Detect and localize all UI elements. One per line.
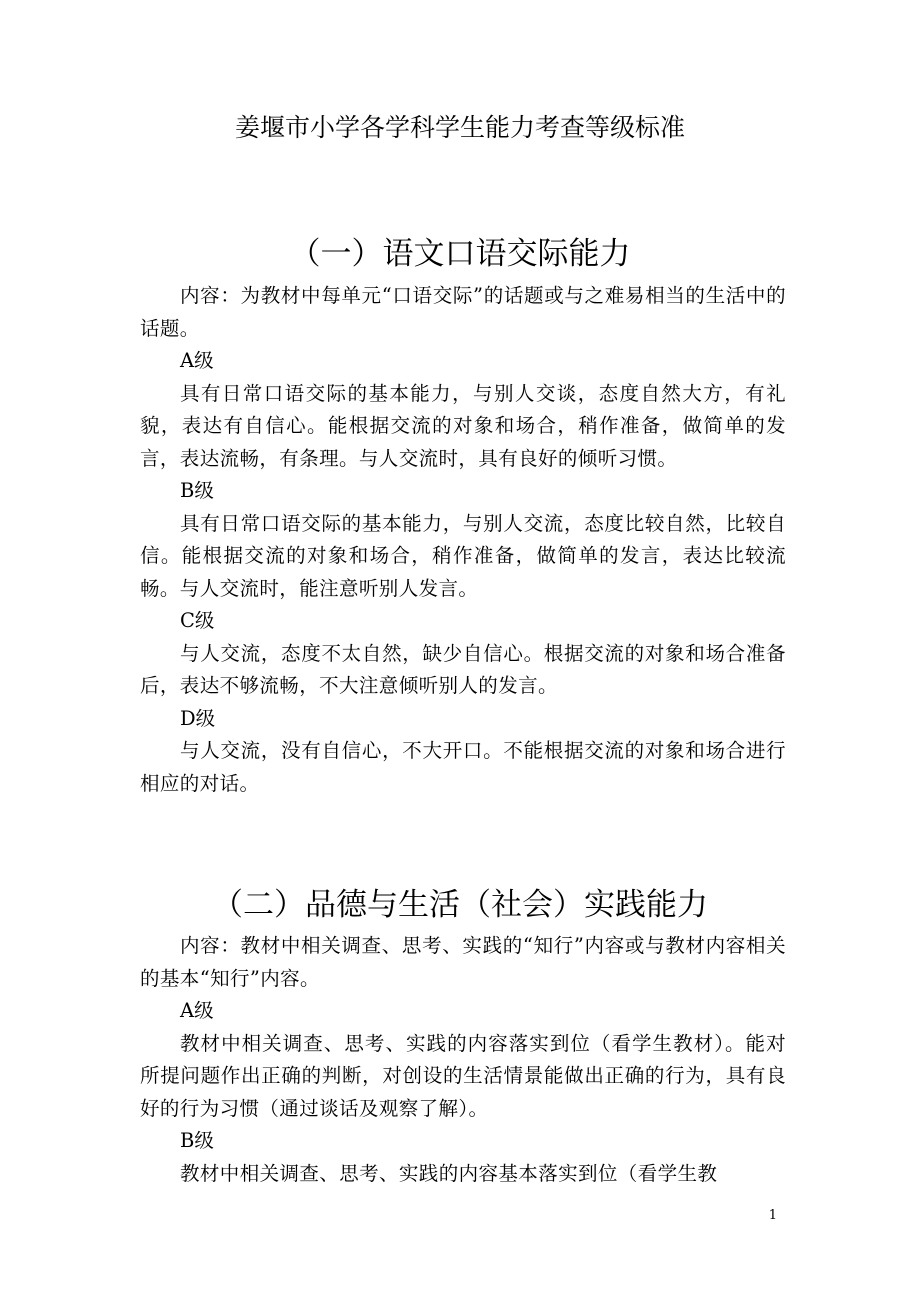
grade-text-b: 具有日常口语交际的基本能力，与别人交流，态度比较自然，比较自信。能根据交流的对象和场合，稍作准备，做简单的发言，表达比较流畅。与人交流时，能注意听别人发言。 [140,511,786,600]
grade-text-b: 教材中相关调查、思考、实践的内容基本落实到位（看学生教 [180,1161,718,1185]
grade-label-b: B级 [180,1129,214,1152]
page-number: 1 [768,1208,777,1223]
grade-text-a: 具有日常口语交际的基本能力，与别人交谈，态度自然大方，有礼貌，表达有自信心。能根据交流的对象和场合，稍作准备，做简单的发言，表达流畅，有条理。与人交流时，具有良好的倾听习惯。 [140,381,786,470]
grade-label-a: A级 [180,999,214,1022]
grade-text-a: 教材中相关调查、思考、实践的内容落实到位（看学生教材）。能对所提问题作出正确的判断，对创设的生活情景能做出正确的行为，具有良好的行为习惯（通过谈话及观察了解）。 [140,1031,786,1120]
section-heading-chinese-oral: （一）语文口语交际能力 [289,236,631,272]
grade-label-c: C级 [180,609,215,632]
section-content: 内容：为教材中每单元“口语交际”的话题或与之难易相当的生活中的话题。 [140,284,786,340]
grade-label-b: B级 [180,479,214,502]
section-body-moral-practice [140,930,786,1190]
grade-label-d: D级 [180,706,216,730]
section-content: 内容：教材中相关调查、思考、实践的“知行”内容或与教材内容相关的基本“知行”内容。 [140,934,786,990]
document-title: 姜堰市小学各学科学生能力考查等级标准 [234,113,685,142]
grade-text-c: 与人交流，态度不太自然，缺少自信心。根据交流的对象和场合准备后，表达不够流畅，不大注意倾听别人的发言。 [140,641,786,697]
section-heading-moral-practice: （二）品德与生活（社会）实践能力 [212,887,708,923]
section-body-chinese-oral [140,280,786,800]
grade-label-a: A级 [180,349,214,372]
grade-text-d: 与人交流，没有自信心，不大开口。不能根据交流的对象和场合进行相应的对话。 [140,739,786,795]
